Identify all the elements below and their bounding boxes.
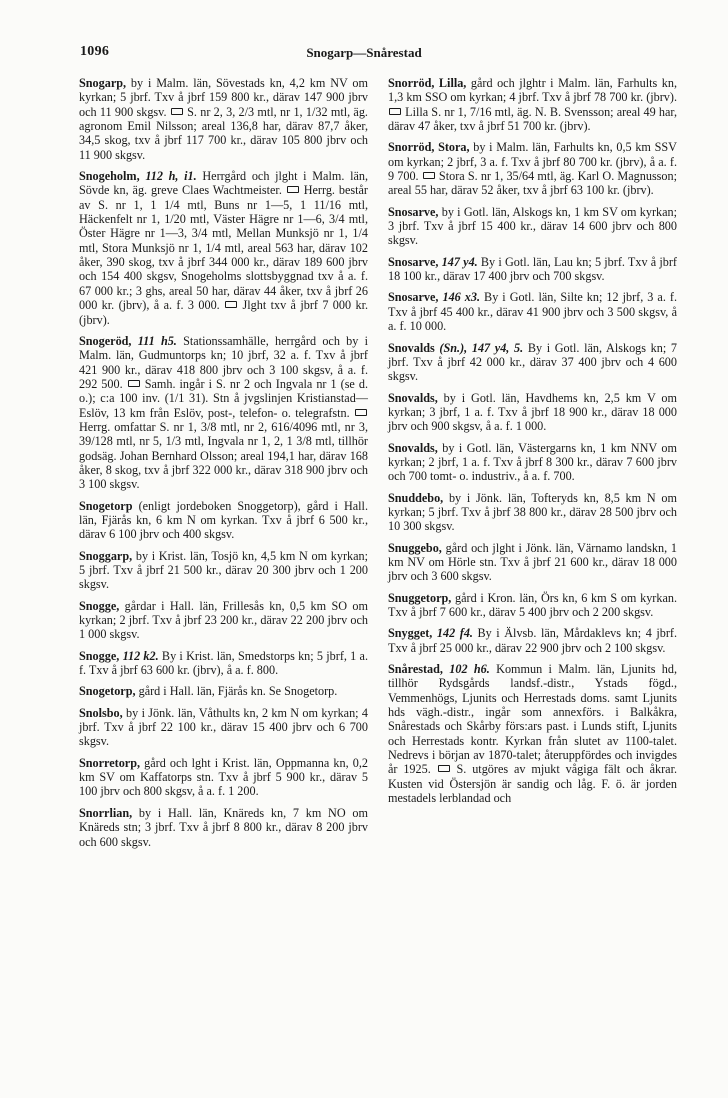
map-reference: 147 y4. <box>441 254 478 269</box>
entry-headword: Snuggetorp, <box>388 590 452 605</box>
map-reference: 146 x3. <box>442 290 481 305</box>
entry-headword: Snuddebo, <box>388 490 444 505</box>
entry-snovalds-vastergarn <box>388 441 677 484</box>
entry-text: by i Malm. län, Sövestads kn, 4,2 km NV om kyrkan; 5 jbrf. Txv å jbrf 159 800 kr., därav 147 900 jbrv och 11 900 skgsv. <box>79 76 368 119</box>
entry-headword: Snygget, <box>388 626 433 641</box>
entry-snogge-smedstorp <box>79 649 368 678</box>
entry-text: by i Krist. län, Tosjö kn, 4,5 km N om kyrkan; 5 jbrf. Txv å jbrf 21 500 kr., därav 20 300 jbrv och 1 200 skgsv. <box>79 548 368 592</box>
entry-headword: Snuggebo, <box>388 540 442 555</box>
entry-snorretorp <box>79 756 368 799</box>
division-symbol-icon <box>225 301 237 308</box>
division-symbol-icon <box>171 108 183 115</box>
entry-snorrod-stora <box>388 140 677 197</box>
entry-snogerod <box>79 334 368 492</box>
entry-snogarp <box>79 76 368 162</box>
entry-headword: Snogge, <box>79 648 120 663</box>
entry-text: by i Gotl. län, Alskogs kn, 1 km SV om kyrkan; 3 jbrf. Txv å jbrf 15 400 kr., därav 14 600 jbrv och 800 skgsv. <box>388 204 677 248</box>
entry-headword: Snovalds <box>388 340 435 355</box>
entry-headword: Snårestad, <box>388 662 443 677</box>
entry-text: Stationssamhälle, herrgård och by i Malm. län, Gudmuntorps kn; 10 jbrf, 32 a. f. Txv å jbrf 421 900 kr., därav 418 800 jbrv och 3 100 skgsv, å a. f. 292 500. <box>79 333 368 391</box>
entry-text: gård och jlghtr i Malm. län, Farhults kn, 1,3 km SSO om kyrkan; 4 jbrf. Txv å jbrf 78 700 kr. (jbrv). <box>388 76 677 105</box>
entry-headword: Snorretorp, <box>79 755 141 770</box>
entry-snosarve-alskog <box>388 205 677 248</box>
entry-text: Samh. ingår i S. nr 2 och Ingvala nr 1 (se d. o.); c:a 100 inv. (1/1 31). Stn å jvgslinjen Kristianstad—Eslöv, 13 km från Eslöv, post-, telefon- o. telegrafstn. <box>79 376 369 420</box>
entry-snorrod-lilla <box>388 76 677 133</box>
entry-snygget <box>388 626 677 655</box>
entry-text: by i Hall. län, Knäreds kn, 7 km NO om Knäreds stn; 3 jbrf. Txv å jbrf 8 800 kr., därav 8 200 jbrv och 600 skgsv. <box>79 805 368 849</box>
division-symbol-icon <box>287 186 299 193</box>
map-reference: (Sn.), 147 y4, 5. <box>439 340 524 355</box>
entry-headword: Snoggarp, <box>79 548 133 563</box>
entry-headword: Snosarve, <box>388 290 439 305</box>
entry-text: By i Gotl. län, Alskogs kn; 7 jbrf. Txv å jbrf 42 000 kr., därav 37 400 jbrv och 4 600 skgsv. <box>388 340 677 384</box>
entry-text: S. nr 2, 3, 2/3 mtl, nr 1, 1/32 mtl, äg. agronom Emil Nilsson; areal 136,8 har, därav 87,7 åker, 34,5 skog, txv å jbrf 117 700 kr., därav 105 800 jbrv och 11 900 skgsv. <box>79 104 368 162</box>
entry-snogeholm <box>79 169 368 327</box>
entry-headword: Snogetorp, <box>79 684 136 699</box>
entry-headword: Snolsbo, <box>79 705 123 720</box>
entry-text: by i Gotl. län, Havdhems kn, 2,5 km V om kyrkan; 3 jbrf, 1 a. f. Txv å jbrf 18 900 kr., därav 18 000 jbrv och 900 skgsv, å a. f. 1 000. <box>388 390 677 434</box>
entry-snovalds-havdhem <box>388 391 677 434</box>
map-reference: 111 h5. <box>137 333 177 348</box>
entry-text: gård i Hall. län, Fjärås kn. Se Snogetorp. <box>135 684 338 699</box>
entry-text: by i Jönk. län, Våthults kn, 2 km N om kyrkan; 4 jbrf. Txv å jbrf 22 100 kr., därav 15 400 jbrv och 6 700 skgsv. <box>79 705 368 749</box>
entry-snosarve-silte <box>388 290 677 333</box>
entry-snosarve-lau <box>388 255 677 284</box>
entry-text: by i Jönk. län, Tofteryds kn, 8,5 km N om kyrkan; 5 jbrf. Txv å jbrf 38 800 kr., därav 28 500 jbrv och 10 300 skgsv. <box>388 490 677 534</box>
entry-snoggarp <box>79 549 368 592</box>
entry-headword: Snorröd, Lilla, <box>388 76 467 90</box>
map-reference: 112 h, i1. <box>145 169 197 184</box>
entry-headword: Snorröd, Stora, <box>388 140 470 155</box>
entry-snorrlian <box>79 806 368 849</box>
entry-headword: Snorrlian, <box>79 805 133 820</box>
entry-headword: Snogetorp <box>79 498 133 513</box>
entry-text: gårdar i Hall. län, Frillesås kn, 0,5 km SO om kyrkan; 2 jbrf. Txv å jbrf 23 200 kr., därav 22 200 jbrv och 1 000 skgsv. <box>79 598 368 642</box>
entry-text: by i Gotl. län, Västergarns kn, 1 km NNV om kyrkan; 2 jbrf, 1 a. f. Txv å jbrf 8 300 kr., därav 7 600 jbrv och 700 tomt- o. industriv., å a. f. 700. <box>388 440 677 484</box>
entry-snolsbo <box>79 706 368 749</box>
entry-text: (enligt jordeboken Snoggetorp), gård i Hall. län, Fjärås kn, 6 km N om kyrkan. Txv å jbrf 6 500 kr., därav 6 100 jbrv och 400 skgsv. <box>79 498 368 542</box>
entry-text: By i Älvsb. län, Mårdaklevs kn; 4 jbrf. Txv å jbrf 25 000 kr., därav 22 900 jbrv och 2 100 skgsv. <box>388 626 677 655</box>
entry-text: gård och jlght i Jönk. län, Värnamo landskn, 1 km NV om Hörle stn. Txv å jbrf 21 600 kr., därav 18 000 jbrv och 3 600 skgsv. <box>388 540 677 584</box>
map-reference: 112 k2. <box>122 648 159 663</box>
entry-headword: Snogeröd, <box>79 333 132 348</box>
right-column <box>388 76 677 812</box>
entry-text: Jlght txv å jbrf 7 000 kr. (jbrv). <box>79 298 369 327</box>
entry-headword: Snogge, <box>79 598 120 613</box>
map-reference: 142 f4. <box>436 626 473 641</box>
entry-text: Herrg. omfattar S. nr 1, 3/8 mtl, nr 2, 616/4096 mtl, nr 3, 39/128 mtl, nr 5, 1/3 mtl, Ingvala nr 1, 2, 1 3/8 mtl, tillhör godsäg. Johan Bernhard Olsson; areal 194,1 har, därav 168 åker, 8 skog, txv å jbrf 322 000 kr., därav 318 900 jbrv och 3 100 skgsv. <box>79 419 368 492</box>
division-symbol-icon <box>389 108 401 115</box>
left-column <box>79 76 368 856</box>
entry-text: gård och lght i Krist. län, Oppmanna kn, 0,2 km SV om Kaffatorps stn. Txv å jbrf 5 900 kr., därav 5 100 jbrv och 800 skgsv, å a. f. 1 200. <box>79 755 368 799</box>
division-symbol-icon <box>128 380 140 387</box>
entry-text: Kommun i Malm. län, Ljunits hd, tillhör Rydsgårds landsf.-distr., Ystads fögd., Vemmenhögs, Ljunits och Herrestads doms. samt Ljunits hds vägh.-distr., ingår som annexförs. i Balkåkra, Snårestads och Skårby förs:ars past. i Lunds stift, Ljunits och Herrestads kontr. Kyrkan från slutet av 1100-talet. Nedrevs i början av 1870-talet; återuppfördes och invigdes år 1925. <box>388 662 678 777</box>
entry-text: gård i Kron. län, Örs kn, 6 km S om kyrkan. Txv å jbrf 7 600 kr., därav 5 400 jbrv och 2 200 skgsv. <box>388 590 677 619</box>
map-reference: 102 h6. <box>449 662 490 677</box>
entry-headword: Snovalds, <box>388 390 438 405</box>
entry-text: Stora S. nr 1, 35/64 mtl, äg. Karl O. Magnusson; areal 55 har, därav 52 åker, txv å jbrf 63 100 kr. (jbrv). <box>388 169 678 198</box>
entry-text: S. utgöres av mjukt vågiga fält och åkrar. Kusten vid Östersjön är sandig och låg. F. ö. är jorden mestadels lerblandad och <box>388 762 678 806</box>
entry-headword: Snogarp, <box>79 76 127 90</box>
page-number: 1096 <box>80 44 110 59</box>
entry-text: Lilla S. nr 1, 7/16 mtl, äg. N. B. Svensson; areal 49 har, därav 47 åker, txv å jbrf 51 700 kr. (jbrv). <box>388 104 677 134</box>
entry-headword: Snovalds, <box>388 440 438 455</box>
entry-snogge <box>79 599 368 642</box>
entry-headword: Snosarve, <box>388 254 439 269</box>
entry-text: By i Gotl. län, Silte kn; 12 jbrf, 3 a. f. Txv å jbrf 45 400 kr., därav 41 900 jbrv och 3 500 skgsv, å a. f. 10 000. <box>388 290 678 334</box>
entry-text: Herrgård och jlght i Malm. län, Sövde kn, äg. greve Claes Wachtmeister. <box>79 169 369 198</box>
entry-headword: Snogeholm, <box>79 169 140 184</box>
entry-snovalds-alskog <box>388 341 677 384</box>
entry-snuggebo <box>388 541 677 584</box>
division-symbol-icon <box>355 409 367 416</box>
entry-snogetorp <box>79 499 368 542</box>
entry-headword: Snosarve, <box>388 204 439 219</box>
entry-snuggetorp <box>388 591 677 620</box>
entry-text: By i Krist. län, Smedstorps kn; 5 jbrf, 1 a. f. Txv å jbrf 63 600 kr. (jbrv), å a. f. 800. <box>79 648 368 678</box>
running-head: Snogarp—Snårestad <box>306 45 422 60</box>
entry-text: by i Malm. län, Farhults kn, 0,5 km SSV om kyrkan; 2 jbrf, 3 a. f. Txv å jbrf 80 700 kr. (jbrv), å a. f. 9 700. <box>388 140 677 184</box>
entry-snogetorp-see <box>79 684 368 698</box>
entry-snarestad <box>388 662 677 805</box>
division-symbol-icon <box>438 765 450 772</box>
entry-text: Herrg. består av S. nr 1, 1 1/4 mtl, Buns nr 1—5, 1 11/16 mtl, Häckenfelt nr 1, 1/20 mtl, Väster Hägre nr 1—6, 3/4 mtl, Öster Hägre nr 1—3, 3/4 mtl, Mellan Munksjö nr 1, 1/4 mtl, Stora Munksjö nr 1, 1/4 mtl, areal 563 har, därav 102 åker, 390 skog, txv å jbrf 344 000 kr., därav 189 600 jbrv och 154 400 skgsv, Snogeholms slottsbyggnad txv å a. f. 67 000 kr.; 3 ghs, areal 50 har, därav 44 åker, txv å jbrf 26 000 kr. (jbrv), å a. f. 3 000. <box>79 183 368 313</box>
entry-snuddebo <box>388 491 677 534</box>
division-symbol-icon <box>423 172 435 179</box>
entry-text: By i Gotl. län, Lau kn; 5 jbrf. Txv å jbrf 18 100 kr., därav 17 400 jbrv och 700 skgsv. <box>388 254 677 284</box>
